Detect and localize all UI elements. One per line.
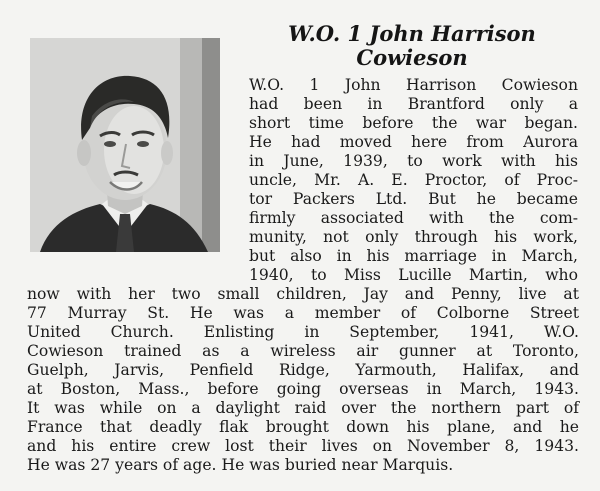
body-line: but also in his marriage in March, (249, 247, 578, 265)
body-line: now with her two small children, Jay and Penny, live at (27, 285, 579, 303)
body-line: France that deadly flak brought down his plane, and he (27, 418, 579, 436)
body-line: uncle, Mr. A. E. Proctor, of Proc- (249, 171, 578, 189)
body-line: had been in Brantford only a (249, 95, 578, 113)
body-line: tor Packers Ltd. But he became (249, 190, 578, 208)
body-line: and his entire crew lost their lives on November 8, 1943. (27, 437, 579, 455)
article-title-line-2: Cowieson (356, 45, 468, 70)
body-line: He had moved here from Aurora (249, 133, 578, 151)
body-line: United Church. Enlisting in September, 1941, W.O. (27, 323, 579, 341)
body-line: firmly associated with the com- (249, 209, 578, 227)
body-line-last: He was 27 years of age. He was buried near Marquis. (27, 456, 454, 474)
body-line: Cowieson trained as a wireless air gunner at Toronto, (27, 342, 579, 360)
body-line: It was while on a daylight raid over the northern part of (27, 399, 579, 417)
body-line: in June, 1939, to work with his (249, 152, 578, 170)
body-line: short time before the war began. (249, 114, 578, 132)
body-line: W.O. 1 John Harrison Cowieson (249, 76, 578, 94)
body-line: 77 Murray St. He was a member of Colborne Street (27, 304, 579, 322)
body-line: munity, not only through his work, (249, 228, 578, 246)
body-line: Guelph, Jarvis, Penfield Ridge, Yarmouth, Halifax, and (27, 361, 579, 379)
portrait-photo (30, 38, 220, 252)
body-line: at Boston, Mass., before going overseas in March, 1943. (27, 380, 579, 398)
article-title-line-1: W.O. 1 John Harrison (288, 21, 536, 46)
body-line: 1940, to Miss Lucille Martin, who (249, 266, 578, 284)
